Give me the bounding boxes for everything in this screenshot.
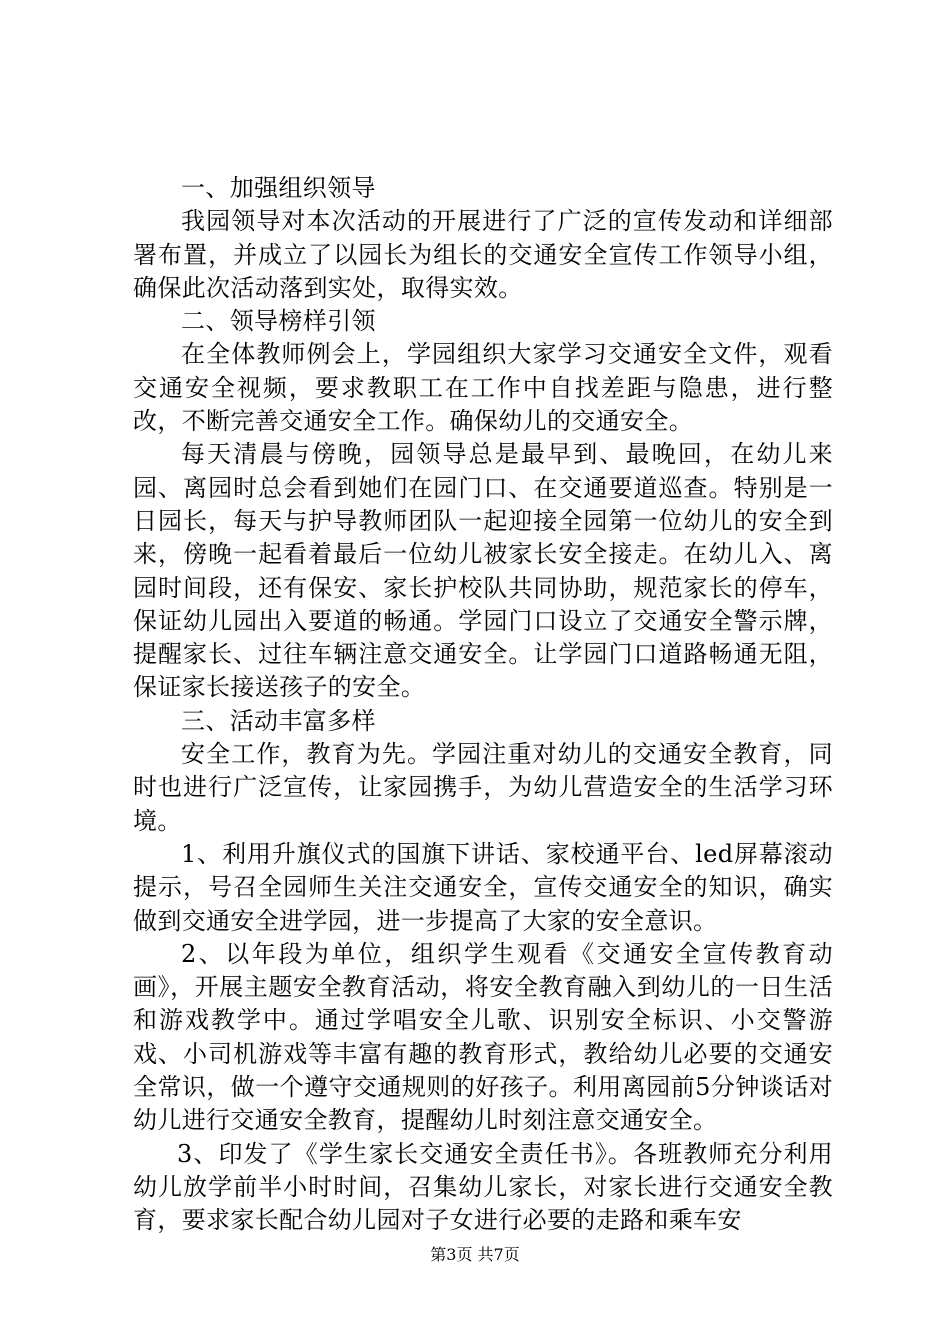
paragraph-4: 安全工作，教育为先。学园注重对幼儿的交通安全教育，同时也进行广泛宣传，让家园携手，为幼儿营造安全的生活学习环境。 [133,740,833,835]
list-item-1: 1、利用升旗仪式的国旗下讲话、家校通平台、led屏幕滚动提示，号召全园师生关注交通安全，宣传交通安全的知识，确实做到交通安全进学园，进一步提高了大家的安全意识。 [133,839,833,935]
paragraph-2: 在全体教师例会上，学园组织大家学习交通安全文件，观看交通安全视频，要求教职工在工作中自找差距与隐患，进行整改，不断完善交通安全工作。确保幼儿的交通安全。 [133,340,833,436]
section-heading-1: 一、加强组织领导 [181,174,376,202]
page-footer [0,1242,950,1265]
document-body [133,172,833,1238]
paragraph-3: 每天清晨与傍晚，园领导总是最早到、最晚回，在幼儿来园、离园时总会看到她们在园门口、在交通要道巡查。特别是一日园长，每天与护导教师团队一起迎接全园第一位幼儿的安全到来，傍晚一起看着最后一位幼儿被家长安全接走。在幼儿入、离园时间段，还有保安、家长护校队共同协助，规范家长的停车，保证幼儿园出入要道的畅通。学园门口设立了交通安全警示牌，提醒家长、过往车辆注意交通安全。让学园门口道路畅通无阻，保证家长接送孩子的安全。 [133,440,833,702]
list-item-3: 3、印发了《学生家长交通安全责任书》。各班教师充分利用幼儿放学前半小时时间，召集幼儿家长，对家长进行交通安全教育，要求家长配合幼儿园对子女进行必要的走路和乘车安 [133,1139,833,1235]
paragraph-1: 我园领导对本次活动的开展进行了广泛的宣传发动和详细部署布置，并成立了以园长为组长的交通安全宣传工作领导小组，确保此次活动落到实处，取得实效。 [133,207,833,302]
page-number-label: 第3页 共7页 [430,1245,520,1264]
section-heading-2: 二、领导榜样引领 [181,307,376,336]
list-item-2: 2、以年段为单位，组织学生观看《交通安全宣传教育动画》，开展主题安全教育活动，将安全教育融入到幼儿的一日生活和游戏教学中。通过学唱安全儿歌、识别安全标识、小交警游戏、小司机游戏等丰富有趣的教育形式，教给幼儿必要的交通安全常识，做一个遵守交通规则的好孩子。利用离园前5分钟谈话对幼儿进行交通安全教育，提醒幼儿时刻注意交通安全。 [133,939,833,1135]
section-heading-3: 三、活动丰富多样 [181,706,376,735]
